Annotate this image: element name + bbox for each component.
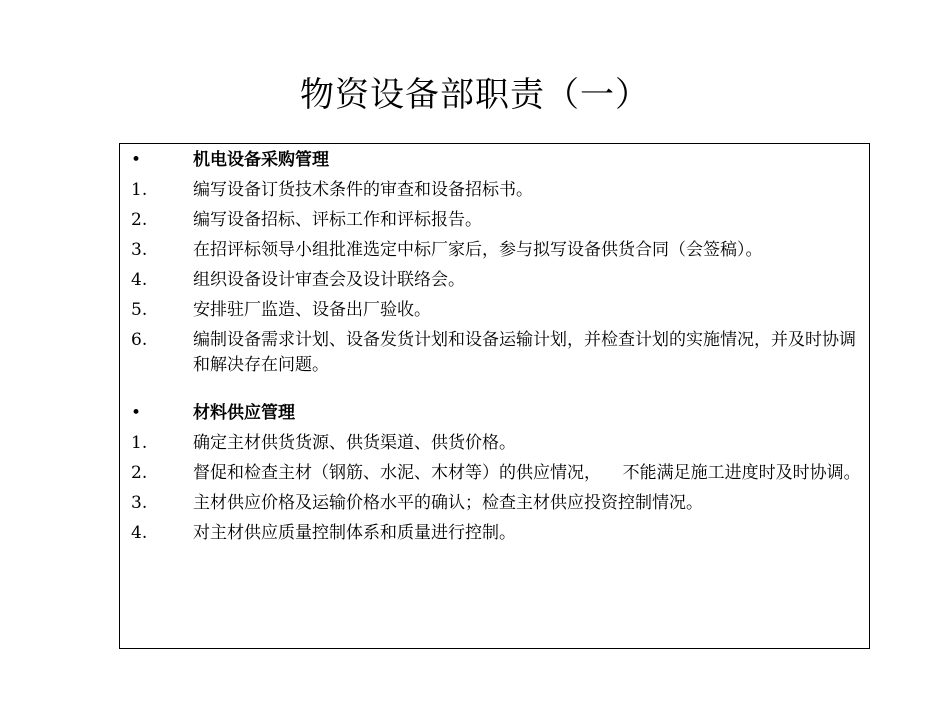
list-item xyxy=(128,208,861,233)
item-number: 5. xyxy=(131,300,148,320)
item-number: 2. xyxy=(131,210,148,230)
list-item xyxy=(128,238,861,263)
list-item xyxy=(128,491,861,516)
item-text: 组织设备设计审查会及设计联络会。 xyxy=(193,270,465,290)
item-text: 编写设备招标、评标工作和评标报告。 xyxy=(193,210,482,230)
section-spacer xyxy=(128,383,861,401)
item-number: 6. xyxy=(131,330,148,350)
item-text: 确定主材供货货源、供货渠道、供货价格。 xyxy=(193,433,516,453)
page-title: 物资设备部职责（一） xyxy=(300,75,650,115)
list-item xyxy=(128,298,861,323)
item-number: 1. xyxy=(131,180,148,200)
item-number: 4. xyxy=(131,270,148,290)
list-item xyxy=(128,461,861,486)
item-number: 1. xyxy=(131,433,148,453)
item-text: 督促和检查主材（钢筋、水泥、木材等）的供应情况， 不能满足施工进度时及时协调。 xyxy=(193,463,861,483)
duties-content-box xyxy=(119,143,870,649)
item-number: 3. xyxy=(131,240,148,260)
item-number: 4. xyxy=(131,523,148,543)
item-text: 编写设备订货技术条件的审查和设备招标书。 xyxy=(193,180,533,200)
list-item xyxy=(128,521,861,546)
section-heading-text: 材料供应管理 xyxy=(193,403,295,423)
bullet-marker: • xyxy=(131,403,142,423)
section-heading-text: 机电设备采购管理 xyxy=(193,150,329,170)
bullet-marker: • xyxy=(131,150,142,170)
item-text: 编制设备需求计划、设备发货计划和设备运输计划，并检查计划的实施情况，并及时协调和解决存在问题。 xyxy=(193,330,856,375)
section-heading xyxy=(128,401,861,426)
list-item xyxy=(128,328,861,378)
list-item xyxy=(128,431,861,456)
item-text: 主材供应价格及运输价格水平的确认；检查主材供应投资控制情况。 xyxy=(193,493,703,513)
item-text: 在招评标领导小组批准选定中标厂家后，参与拟写设备供货合同（会签稿）。 xyxy=(193,240,763,260)
section-heading xyxy=(128,148,861,173)
list-item xyxy=(128,268,861,293)
item-text: 安排驻厂监造、设备出厂验收。 xyxy=(193,300,431,320)
list-item xyxy=(128,178,861,203)
item-number: 2. xyxy=(131,463,148,483)
item-text: 对主材供应质量控制体系和质量进行控制。 xyxy=(193,523,516,543)
item-number: 3. xyxy=(131,493,148,513)
